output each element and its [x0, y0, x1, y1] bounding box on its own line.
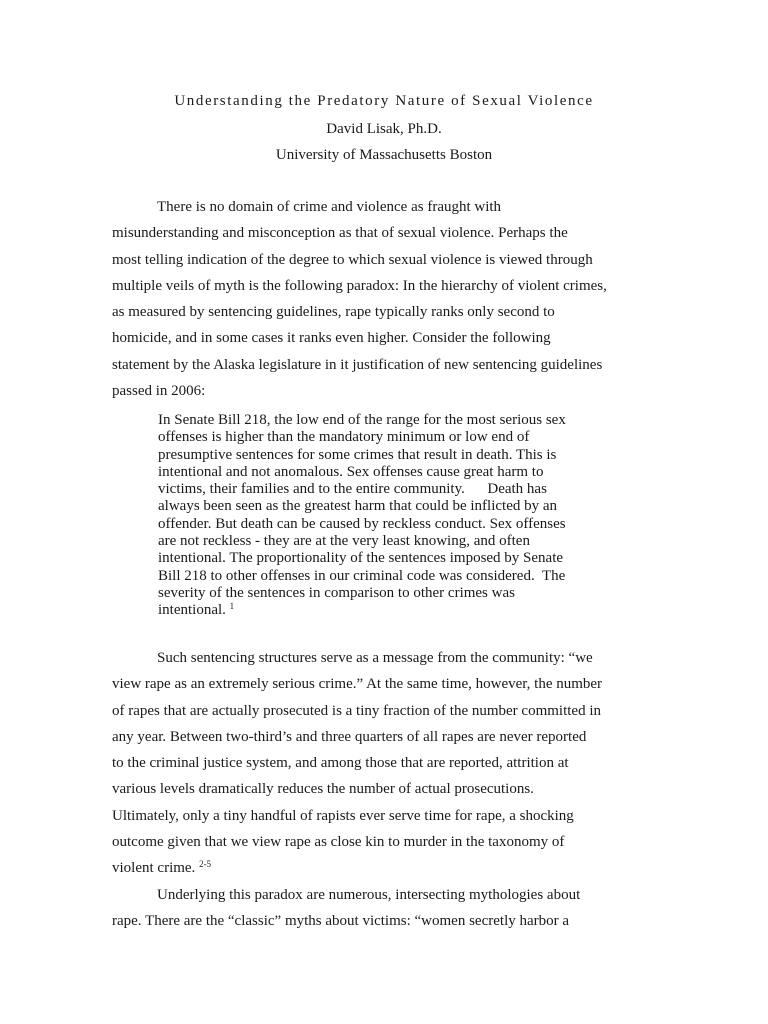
quote-line: intentional. The proportionality of the sentences imposed by Senate: [158, 550, 564, 567]
quote-line: Bill 218 to other offenses in our criminal code was considered. The: [158, 567, 566, 584]
footnote-ref: 1: [229, 601, 235, 612]
paragraph-line: view rape as an extremely serious crime.” At the same time, however, the number: [112, 676, 603, 693]
paragraph-line: of rapes that are actually prosecuted is a tiny fraction of the number committed in: [112, 702, 601, 719]
footnote-ref: 2-5: [199, 859, 212, 870]
paragraph-line: rape. There are the “classic” myths about victims: “women secretly harbor a: [112, 912, 570, 929]
paragraph-line: various levels dramatically reduces the number of actual prosecutions.: [112, 781, 534, 798]
paragraph-line: homicide, and in some cases it ranks even higher. Consider the following: [112, 330, 551, 347]
quote-line: offenses is higher than the mandatory minimum or low end of: [158, 429, 530, 446]
quote-line: victims, their families and to the entire community. Death has: [158, 481, 547, 498]
paragraph-line-last: [112, 855, 657, 881]
quote-line: offender. But death can be caused by reckless conduct. Sex offenses: [158, 515, 566, 532]
paragraph-line: outcome given that we view rape as close kin to murder in the taxonomy of: [112, 834, 565, 851]
paragraph-line: multiple veils of myth is the following paradox: In the hierarchy of violent crimes,: [112, 277, 607, 294]
paragraph-sentencing: [112, 645, 657, 934]
paragraph-line: Underlying this paradox are numerous, intersecting mythologies about: [157, 886, 581, 903]
paragraph-line: Ultimately, only a tiny handful of rapists ever serve time for rape, a shocking: [112, 807, 574, 824]
quote-line: severity of the sentences in comparison to other crimes was: [158, 584, 515, 601]
document-title: Understanding the Predatory Nature of Sexual Violence: [174, 93, 594, 109]
paragraph-line: any year. Between two-third’s and three quarters of all rapes are never reported: [112, 728, 587, 745]
paragraph-intro: [112, 194, 657, 404]
quote-line-last: [158, 602, 618, 619]
paragraph-line-text: violent crime.: [112, 860, 196, 877]
quote-line-text: intentional.: [158, 602, 226, 619]
paragraph-line: Such sentencing structures serve as a message from the community: “we: [157, 650, 593, 666]
paragraph-line: misunderstanding and misconception as that of sexual violence. Perhaps the: [112, 225, 568, 242]
paragraph-line: most telling indication of the degree to which sexual violence is viewed through: [112, 251, 593, 268]
author-affiliation: University of Massachusetts Boston: [275, 147, 493, 163]
paragraph-line: passed in 2006:: [112, 383, 206, 400]
paragraph-line: statement by the Alaska legislature in it justification of new sentencing guidelines: [112, 356, 603, 373]
quote-line: always been seen as the greatest harm that could be inflicted by an: [158, 498, 558, 515]
block-quote: [158, 412, 618, 620]
quote-line: intentional and not anomalous. Sex offenses cause great harm to: [158, 463, 544, 480]
author-name: David Lisak, Ph.D.: [326, 121, 442, 137]
quote-line: are not reckless - they are at the very least knowing, and often: [158, 533, 530, 550]
paragraph-line: as measured by sentencing guidelines, rape typically ranks only second to: [112, 304, 555, 321]
paragraph-line: There is no domain of crime and violence as fraught with: [157, 199, 502, 215]
quote-line: presumptive sentences for some crimes that result in death. This is: [158, 446, 557, 463]
quote-line: In Senate Bill 218, the low end of the range for the most serious sex: [158, 412, 566, 428]
paragraph-line: to the criminal justice system, and among those that are reported, attrition at: [112, 755, 569, 772]
